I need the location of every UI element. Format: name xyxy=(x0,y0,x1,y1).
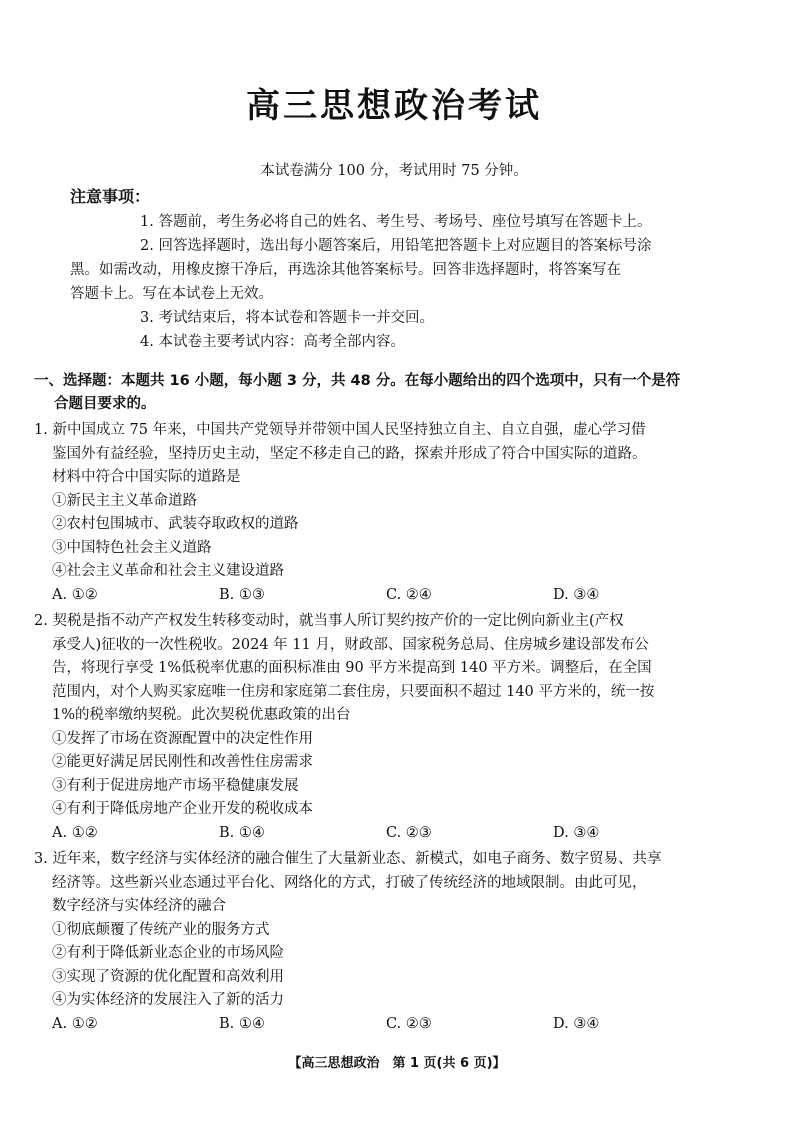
option-d: D. ③④ xyxy=(553,1015,600,1032)
question-3 xyxy=(34,848,754,1036)
stem-line: 数字经济与实体经济的融合 xyxy=(52,898,226,914)
option-a: A. ①② xyxy=(52,1015,98,1032)
stem-line: 3. 近年来，数字经济与实体经济的融合催生了大量新业态、新模式，如电子商务、数字贸易、共享 xyxy=(34,851,662,867)
statement: ①新民主主义革命道路 xyxy=(52,492,197,509)
stem-line: 1. 新中国成立 75 年来，中国共产党领导并带领中国人民坚持独立自主、自立自强，虚心学习借 xyxy=(34,422,646,438)
option-a: A. ①② xyxy=(52,824,98,841)
statement: ③中国特色社会主义道路 xyxy=(52,539,212,556)
notice-line: 2. 回答选择题时，选出每小题答案后，用铅笔把答题卡上对应题目的答案标号涂 xyxy=(140,238,652,254)
page-footer: 【高三思想政治 第 1 页(共 6 页)】 xyxy=(288,1056,506,1071)
option-c: C. ②③ xyxy=(386,1015,432,1032)
statement: ①彻底颠覆了传统产业的服务方式 xyxy=(52,921,270,938)
answer-options xyxy=(34,584,754,608)
question-1 xyxy=(34,419,754,607)
question-stem xyxy=(34,419,754,490)
answer-options xyxy=(34,1013,754,1037)
option-a: A. ①② xyxy=(52,586,98,603)
stem-line: 经济等。这些新兴业态通过平台化、网络化的方式，打破了传统经济的地域限制。由此可见， xyxy=(52,874,647,891)
statement: ④有利于降低房地产企业开发的税收成本 xyxy=(52,801,313,817)
stem-line: 2. 契税是指不动产产权发生转移变动时，就当事人所订契约按产价的一定比例向新业主(产权 xyxy=(34,613,624,629)
statement: ③实现了资源的优化配置和高效利用 xyxy=(52,968,284,985)
option-b: B. ①④ xyxy=(219,824,265,841)
option-b: B. ①③ xyxy=(219,586,265,603)
statement: ②能更好满足居民刚性和改善性住房需求 xyxy=(52,754,313,770)
notice-line: 4. 本试卷主要考试内容：高考全部内容。 xyxy=(140,334,405,350)
notice-heading: 注意事项： xyxy=(70,187,151,206)
notice-list xyxy=(34,210,754,354)
page-title: 高三思想政治考试 xyxy=(246,86,542,126)
answer-options xyxy=(34,822,754,846)
question-stem xyxy=(34,610,754,728)
notice-line: 1. 答题前，考生务必将自己的姓名、考生号、考场号、座位号填写在答题卡上。 xyxy=(140,214,652,230)
option-b: B. ①④ xyxy=(219,1015,265,1032)
stem-line: 鉴国外有益经验，坚持历史主动，坚定不移走自己的路，探索并形成了符合中国实际的道路。 xyxy=(52,445,647,462)
exam-info: 本试卷满分 100 分，考试用时 75 分钟。 xyxy=(260,163,528,179)
section-line: 一、选择题：本题共 16 小题，每小题 3 分，共 48 分。在每小题给出的四个选项中，只有一个是符 xyxy=(34,373,681,389)
question-2 xyxy=(34,610,754,845)
stem-line: 材料中符合中国实际的道路是 xyxy=(52,469,241,485)
statement: ④社会主义革命和社会主义建设道路 xyxy=(52,563,284,579)
statement: ①发挥了市场在资源配置中的决定性作用 xyxy=(52,730,313,747)
stem-line: 1%的税率缴纳契税。此次契税优惠政策的出台 xyxy=(52,707,351,723)
option-c: C. ②③ xyxy=(386,824,432,841)
notice-line: 答题卡上。写在本试卷上无效。 xyxy=(70,286,273,302)
statement: ②农村包围城市、武装夺取政权的道路 xyxy=(52,516,299,532)
section-heading xyxy=(34,370,754,416)
statement: ③有利于促进房地产市场平稳健康发展 xyxy=(52,777,299,794)
stem-line: 承受人)征收的一次性税收。2024 年 11 月，财政部、国家税务总局、住房城乡建设部发布公 xyxy=(52,636,649,653)
statement: ④为实体经济的发展注入了新的活力 xyxy=(52,992,284,1008)
stem-line: 范围内，对个人购买家庭唯一住房和家庭第二套住房，只要面积不超过 140 平方米的，统一按 xyxy=(52,683,655,700)
notice-line: 黑。如需改动，用橡皮擦干净后，再选涂其他答案标号。回答非选择题时，将答案写在 xyxy=(70,262,621,278)
statement: ②有利于降低新业态企业的市场风险 xyxy=(52,945,284,961)
section-line: 合题目要求的。 xyxy=(54,396,156,412)
option-d: D. ③④ xyxy=(553,824,600,841)
option-c: C. ②④ xyxy=(386,586,432,603)
stem-line: 告，将现行享受 1%低税率优惠的面积标准由 90 平方米提高到 140 平方米。调整后，在全国 xyxy=(52,660,652,676)
question-stem xyxy=(34,848,754,919)
option-d: D. ③④ xyxy=(553,586,600,603)
notice-line: 3. 考试结束后，将本试卷和答题卡一并交回。 xyxy=(140,310,434,326)
